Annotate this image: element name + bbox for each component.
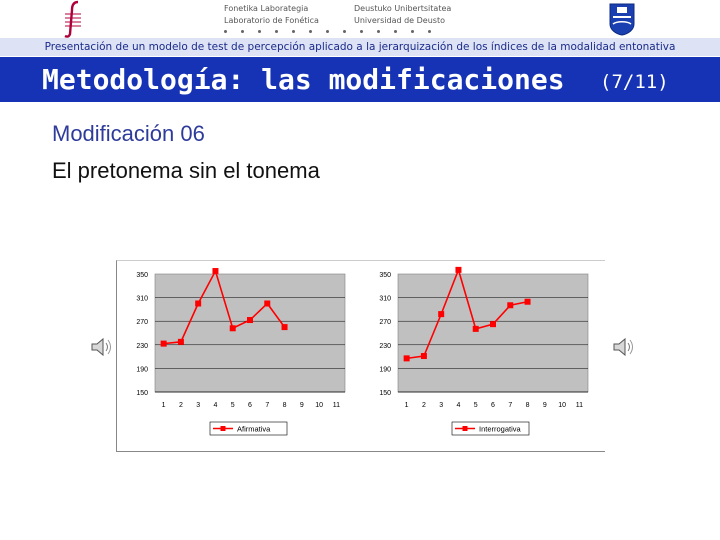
x-tick-label: 11 <box>575 402 584 409</box>
x-tick-label: 5 <box>230 402 235 409</box>
x-tick-label: 4 <box>213 402 218 409</box>
x-tick-label: 5 <box>473 402 478 409</box>
legend-label: Interrogativa <box>479 424 521 434</box>
university-name-spanish: Universidad de Deusto <box>354 16 445 25</box>
data-point <box>473 326 479 332</box>
legend-label: Afirmativa <box>237 424 271 434</box>
data-point <box>490 321 496 327</box>
y-tick-label: 270 <box>379 319 391 327</box>
speaker-icon-left[interactable] <box>90 335 114 359</box>
crest-label: Deusto <box>615 17 629 22</box>
x-tick-label: 1 <box>404 402 409 409</box>
data-point <box>421 353 427 359</box>
data-point <box>455 267 461 273</box>
y-tick-label: 310 <box>136 295 148 303</box>
y-tick-label: 230 <box>136 342 148 350</box>
y-tick-label: 230 <box>379 342 391 350</box>
y-tick-label: 190 <box>136 366 148 374</box>
y-tick-label: 190 <box>379 366 391 374</box>
x-tick-label: 3 <box>196 402 201 409</box>
x-tick-label: 7 <box>508 402 513 409</box>
slide-counter: (7/11) <box>600 71 669 93</box>
x-tick-label: 2 <box>178 402 183 409</box>
x-tick-label: 10 <box>315 402 323 409</box>
data-point <box>507 302 513 308</box>
x-tick-label: 9 <box>542 402 547 409</box>
modification-description: El pretonema sin el tonema <box>52 158 320 183</box>
x-tick-label: 6 <box>248 402 252 409</box>
x-tick-label: 1 <box>161 402 166 409</box>
y-tick-label: 350 <box>379 272 391 279</box>
presentation-subtitle: Presentación de un modelo de test de percepción aplicado a la jerarquización de los índices de la modalidad entonativa <box>44 41 676 53</box>
data-point <box>438 311 444 317</box>
x-tick-label: 11 <box>332 402 341 409</box>
plot-area <box>398 274 588 392</box>
slide-title: Metodología: las modificaciones <box>42 63 565 96</box>
x-tick-label: 9 <box>299 402 304 409</box>
x-tick-label: 7 <box>265 402 270 409</box>
data-point <box>404 355 410 361</box>
x-tick-label: 6 <box>491 402 495 409</box>
modification-label: Modificación 06 <box>52 121 205 146</box>
legend-marker <box>463 426 468 431</box>
x-tick-label: 8 <box>525 402 530 409</box>
y-tick-label: 150 <box>379 390 391 397</box>
y-tick-label: 350 <box>136 272 148 279</box>
x-tick-label: 8 <box>282 402 287 409</box>
x-tick-label: 2 <box>421 402 426 409</box>
lab-name-spanish: Laboratorio de Fonética <box>224 16 319 25</box>
y-tick-label: 270 <box>136 319 148 327</box>
y-tick-label: 150 <box>136 390 148 397</box>
university-name-basque: Deustuko Unibertsitatea <box>354 4 452 13</box>
speaker-icon-right[interactable] <box>612 335 636 359</box>
x-tick-label: 3 <box>439 402 444 409</box>
y-tick-label: 310 <box>379 295 391 303</box>
lab-name-basque: Fonetika Laborategia <box>224 4 309 13</box>
x-tick-label: 10 <box>558 402 566 409</box>
x-tick-label: 4 <box>456 402 461 409</box>
data-point <box>525 299 531 305</box>
